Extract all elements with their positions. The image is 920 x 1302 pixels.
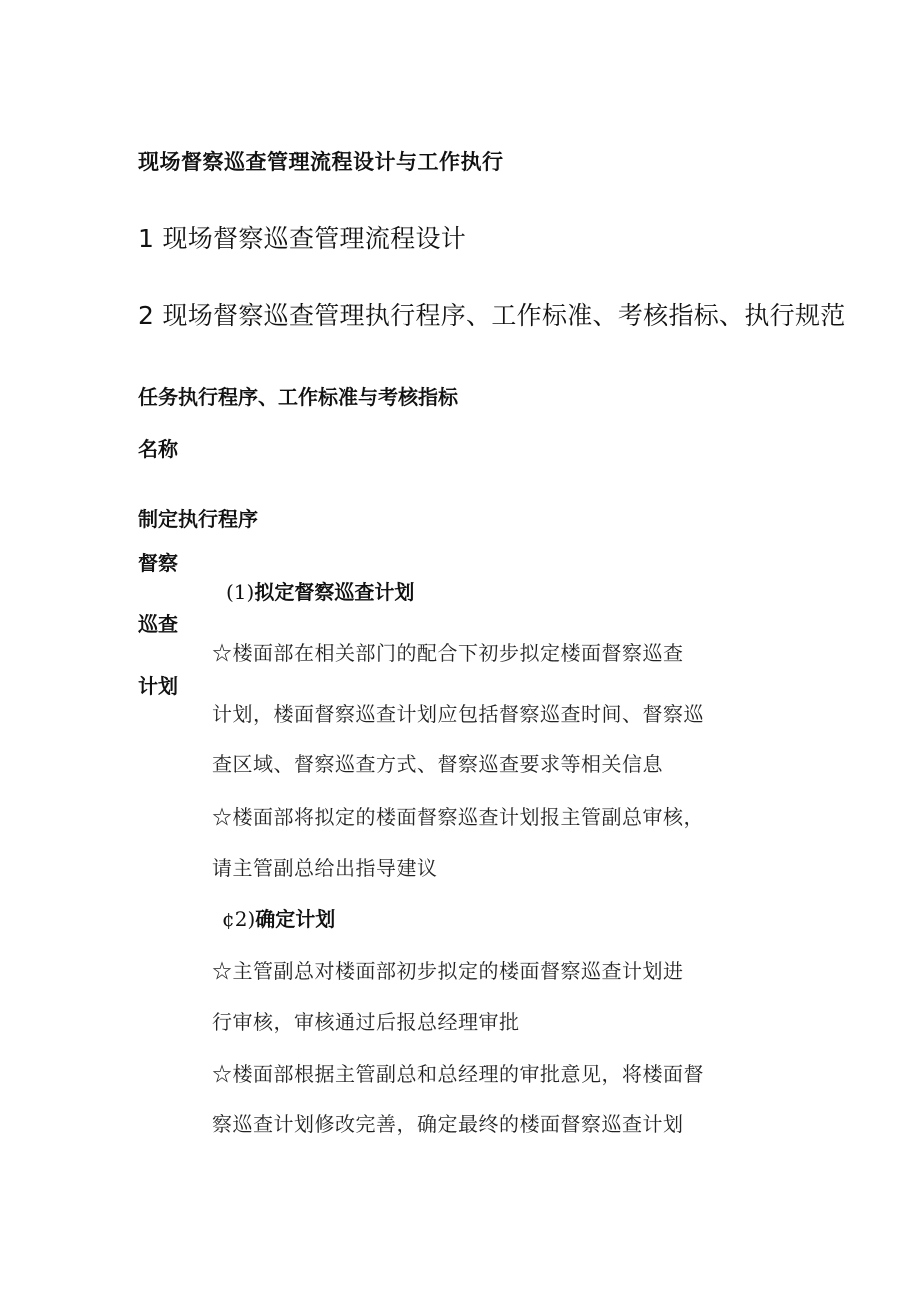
step-2-line-4: 察巡查计划修改完善，确定最终的楼面督察巡查计划 — [212, 1112, 684, 1136]
task-name-line-2: 巡查 — [138, 612, 178, 636]
section-2-heading: 2 现场督察巡查管理执行程序、工作标准、考核指标、执行规范 — [138, 301, 846, 330]
step-2-line-2: 行审核，审核通过后报总经理审批 — [212, 1010, 520, 1034]
step-1-line-1: ☆楼面部在相关部门的配合下初步拟定楼面督察巡查 — [212, 641, 684, 665]
table-subheading: 任务执行程序、工作标准与考核指标 — [138, 385, 458, 409]
step-1-number: (1) — [226, 580, 255, 604]
step-1-heading — [226, 576, 414, 605]
step-1-line-5: 请主管副总给出指导建议 — [212, 856, 438, 880]
section-1-heading: 1 现场督察巡查管理流程设计 — [138, 224, 467, 253]
document-title: 现场督察巡查管理流程设计与工作执行 — [138, 150, 504, 174]
step-2-number: ¢2) — [222, 907, 256, 931]
step-2-title: 确定计划 — [255, 907, 336, 931]
step-1-line-4: ☆楼面部将拟定的楼面督察巡查计划报主管副总审核， — [212, 805, 704, 829]
step-2-line-1: ☆主管副总对楼面部初步拟定的楼面督察巡查计划进 — [212, 959, 684, 983]
column-header-procedure: 制定执行程序 — [138, 507, 258, 531]
step-1-line-2: 计划，楼面督察巡查计划应包括督察巡查时间、督察巡 — [212, 702, 704, 726]
step-2-heading — [222, 903, 335, 932]
task-name-line-3: 计划 — [138, 674, 178, 698]
task-name-line-1: 督察 — [138, 551, 178, 575]
step-2-line-3: ☆楼面部根据主管副总和总经理的审批意见，将楼面督 — [212, 1062, 704, 1086]
column-header-name: 名称 — [138, 437, 178, 461]
step-1-line-3: 查区域、督察巡查方式、督察巡查要求等相关信息 — [212, 752, 663, 776]
step-1-title: 拟定督察巡查计划 — [254, 580, 415, 604]
